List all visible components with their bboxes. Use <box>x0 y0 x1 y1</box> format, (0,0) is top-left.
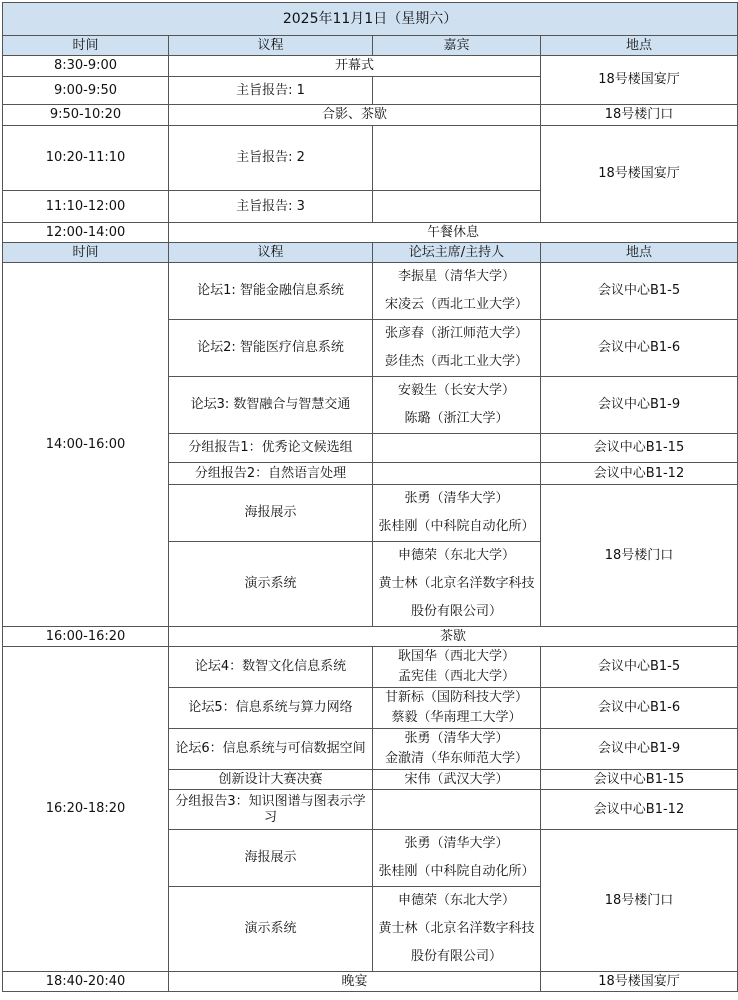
event-cell: 论坛3: 数智融合与智慧交通 <box>169 377 373 434</box>
guest-name: 耿国华（西北大学） <box>397 649 515 664</box>
event-cell: 创新设计大赛决赛 <box>169 770 373 790</box>
table-row <box>3 105 738 126</box>
table-row <box>3 627 738 647</box>
guest-name: 安毅生（长安大学） <box>397 383 515 398</box>
guest-cell <box>373 263 541 320</box>
event-cell: 开幕式 <box>169 56 541 77</box>
guest-name: 张勇（清华大学） <box>404 836 509 851</box>
guest-name: 股份有限公司） <box>410 949 502 964</box>
header-venue: 地点 <box>541 36 738 56</box>
guest-cell <box>373 830 541 887</box>
event-cell: 分组报告2：自然语言处理 <box>169 463 373 485</box>
guest-name: 孟宪佳（西北大学） <box>397 669 515 684</box>
venue-cell: 会议中心B1-6 <box>541 320 738 377</box>
venue-cell: 会议中心B1-15 <box>541 770 738 790</box>
header-guest: 嘉宾 <box>373 36 541 56</box>
table-row <box>3 263 738 320</box>
guest-cell <box>373 688 541 729</box>
venue-cell: 会议中心B1-5 <box>541 263 738 320</box>
venue-cell: 会议中心B1-9 <box>541 729 738 770</box>
event-cell: 分组报告3：知识图谱与图表示学习 <box>169 790 373 830</box>
guest-name: 黄士林（北京名洋数字科技 <box>378 921 535 936</box>
guest-cell <box>373 463 541 485</box>
guest-name: 张桂刚（中科院自动化所） <box>378 519 535 534</box>
event-cell: 主旨报告: 1 <box>169 77 373 105</box>
venue-cell: 18号楼国宴厅 <box>541 56 738 105</box>
guest-name: 甘新标（国防科技大学） <box>384 690 528 705</box>
time-cell: 10:20-11:10 <box>3 126 169 191</box>
event-cell: 演示系统 <box>169 542 373 627</box>
time-cell: 9:00-9:50 <box>3 77 169 105</box>
event-cell: 晚宴 <box>169 972 541 992</box>
time-cell: 12:00-14:00 <box>3 223 169 243</box>
event-cell: 午餐休息 <box>169 223 738 243</box>
venue-cell: 18号楼门口 <box>541 830 738 972</box>
guest-cell <box>373 126 541 191</box>
event-cell: 论坛6：信息系统与可信数据空间 <box>169 729 373 770</box>
guest-name: 彭佳杰（西北工业大学） <box>384 354 528 369</box>
guest-cell <box>373 377 541 434</box>
schedule-table <box>2 2 738 992</box>
guest-name: 蔡毅（华南理工大学） <box>391 710 522 725</box>
schedule-title: 2025年11月1日（星期六） <box>3 3 738 36</box>
event-cell: 主旨报告: 2 <box>169 126 373 191</box>
venue-cell: 会议中心B1-12 <box>541 463 738 485</box>
guest-name: 黄士林（北京名洋数字科技 <box>378 576 535 591</box>
header-agenda: 议程 <box>169 36 373 56</box>
header-agenda: 议程 <box>169 243 373 263</box>
time-cell: 9:50-10:20 <box>3 105 169 126</box>
time-cell: 16:20-18:20 <box>3 647 169 972</box>
venue-cell: 会议中心B1-15 <box>541 434 738 463</box>
guest-name: 李振星（清华大学） <box>397 269 515 284</box>
table-row <box>3 126 738 191</box>
table-row <box>3 647 738 688</box>
guest-cell <box>373 320 541 377</box>
guest-name: 张桂刚（中科院自动化所） <box>378 864 535 879</box>
guest-name: 张彦春（浙江师范大学） <box>384 326 528 341</box>
time-cell: 11:10-12:00 <box>3 191 169 223</box>
event-cell: 论坛2: 智能医疗信息系统 <box>169 320 373 377</box>
header-time: 时间 <box>3 243 169 263</box>
guest-name: 申德荣（东北大学） <box>397 893 515 908</box>
event-cell: 主旨报告: 3 <box>169 191 373 223</box>
guest-cell <box>373 729 541 770</box>
guest-cell <box>373 485 541 542</box>
time-cell: 8:30-9:00 <box>3 56 169 77</box>
venue-cell: 18号楼门口 <box>541 485 738 627</box>
guest-name: 股份有限公司） <box>410 604 502 619</box>
header-row <box>3 36 738 56</box>
time-cell: 18:40-20:40 <box>3 972 169 992</box>
venue-cell: 会议中心B1-5 <box>541 647 738 688</box>
event-cell: 海报展示 <box>169 485 373 542</box>
guest-cell <box>373 887 541 972</box>
event-cell: 茶歇 <box>169 627 738 647</box>
guest-cell <box>373 647 541 688</box>
guest-name: 张勇（清华大学） <box>404 491 509 506</box>
header-row <box>3 243 738 263</box>
event-cell: 论坛5：信息系统与算力网络 <box>169 688 373 729</box>
guest-cell <box>373 77 541 105</box>
guest-cell: 宋伟（武汉大学） <box>373 770 541 790</box>
venue-cell: 会议中心B1-12 <box>541 790 738 830</box>
venue-cell: 会议中心B1-9 <box>541 377 738 434</box>
guest-cell <box>373 542 541 627</box>
event-cell: 论坛1: 智能金融信息系统 <box>169 263 373 320</box>
venue-cell: 18号楼国宴厅 <box>541 126 738 223</box>
venue-cell: 18号楼国宴厅 <box>541 972 738 992</box>
header-guest: 论坛主席/主持人 <box>373 243 541 263</box>
venue-cell: 18号楼门口 <box>541 105 738 126</box>
title-row <box>3 3 738 36</box>
guest-cell <box>373 434 541 463</box>
guest-name: 金澈清（华东师范大学） <box>384 751 528 766</box>
event-cell: 论坛4：数智文化信息系统 <box>169 647 373 688</box>
venue-cell: 会议中心B1-6 <box>541 688 738 729</box>
time-cell: 16:00-16:20 <box>3 627 169 647</box>
guest-name: 宋凌云（西北工业大学） <box>384 297 528 312</box>
event-cell: 演示系统 <box>169 887 373 972</box>
guest-name: 申德荣（东北大学） <box>397 548 515 563</box>
event-cell: 海报展示 <box>169 830 373 887</box>
header-venue: 地点 <box>541 243 738 263</box>
guest-cell <box>373 191 541 223</box>
event-cell: 合影、茶歇 <box>169 105 541 126</box>
guest-cell <box>373 790 541 830</box>
table-row <box>3 56 738 77</box>
header-time: 时间 <box>3 36 169 56</box>
time-cell: 14:00-16:00 <box>3 263 169 627</box>
table-row <box>3 223 738 243</box>
table-row <box>3 972 738 992</box>
guest-name: 张勇（清华大学） <box>404 731 509 746</box>
event-cell: 分组报告1：优秀论文候选组 <box>169 434 373 463</box>
guest-name: 陈璐（浙江大学） <box>404 411 509 426</box>
